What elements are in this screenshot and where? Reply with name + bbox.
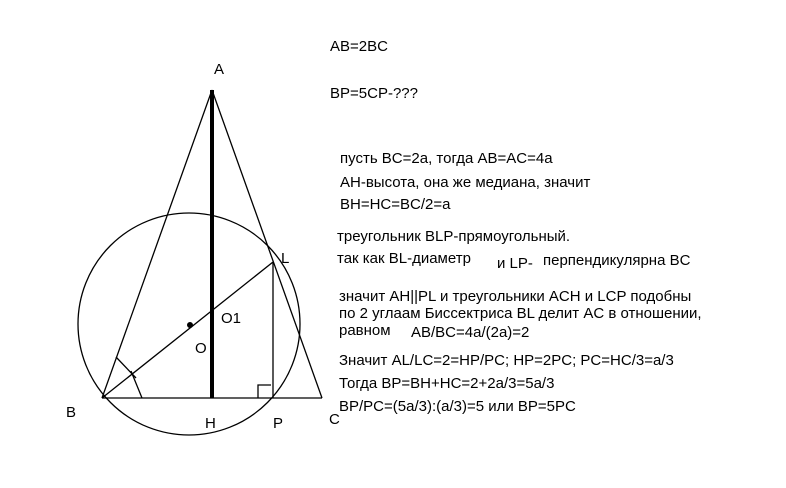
label-point-b: B [66,404,77,421]
note-line-4: треугольник BLP-прямоугольный. [337,228,571,245]
angle-mark-b-lower [131,371,142,398]
note-line-2: AH-высота, она же медиана, значит [340,174,591,191]
label-point-a: A [214,61,225,78]
side-ac [212,90,322,398]
note-line-6: значит AH||PL и треугольники ACH и LCP подобны [339,288,692,305]
note-line-5c: перпендикулярна BC [543,252,691,269]
note-line-7: по 2 углаам Биссектриса BL делит AC в отношении, [339,305,702,322]
center-dot-o [187,322,193,328]
note-given-2: BP=5CP-??? [330,85,418,102]
note-line-9: Значит AL/LC=2=HP/PC; HP=2PC; PC=HC/3=a/3 [339,352,674,369]
note-line-8a: равном [339,322,391,339]
label-point-p: P [273,415,284,432]
label-point-l: L [281,250,290,267]
note-line-5b: и LP- [497,255,533,272]
note-given-1: AB=2BC [330,38,388,55]
label-point-c: C [329,411,340,428]
bisector-bl [102,262,273,398]
note-line-8b: AB/BC=4a/(2a)=2 [411,324,530,341]
right-angle-mark-p [258,385,271,398]
note-line-3: BH=HC=BC/2=a [340,196,451,213]
label-point-o: O [195,340,207,357]
label-point-h: H [205,415,216,432]
label-point-o1: O1 [221,310,242,327]
note-line-10: Тогда BP=BH+HC=2+2a/3=5a/3 [339,375,555,392]
note-line-11: BP/PC=(5a/3):(a/3)=5 или BP=5PC [339,398,576,415]
note-line-5a: так как BL-диаметр [337,250,471,267]
note-line-1: пусть BC=2a, тогда AB=AC=4a [340,150,553,167]
